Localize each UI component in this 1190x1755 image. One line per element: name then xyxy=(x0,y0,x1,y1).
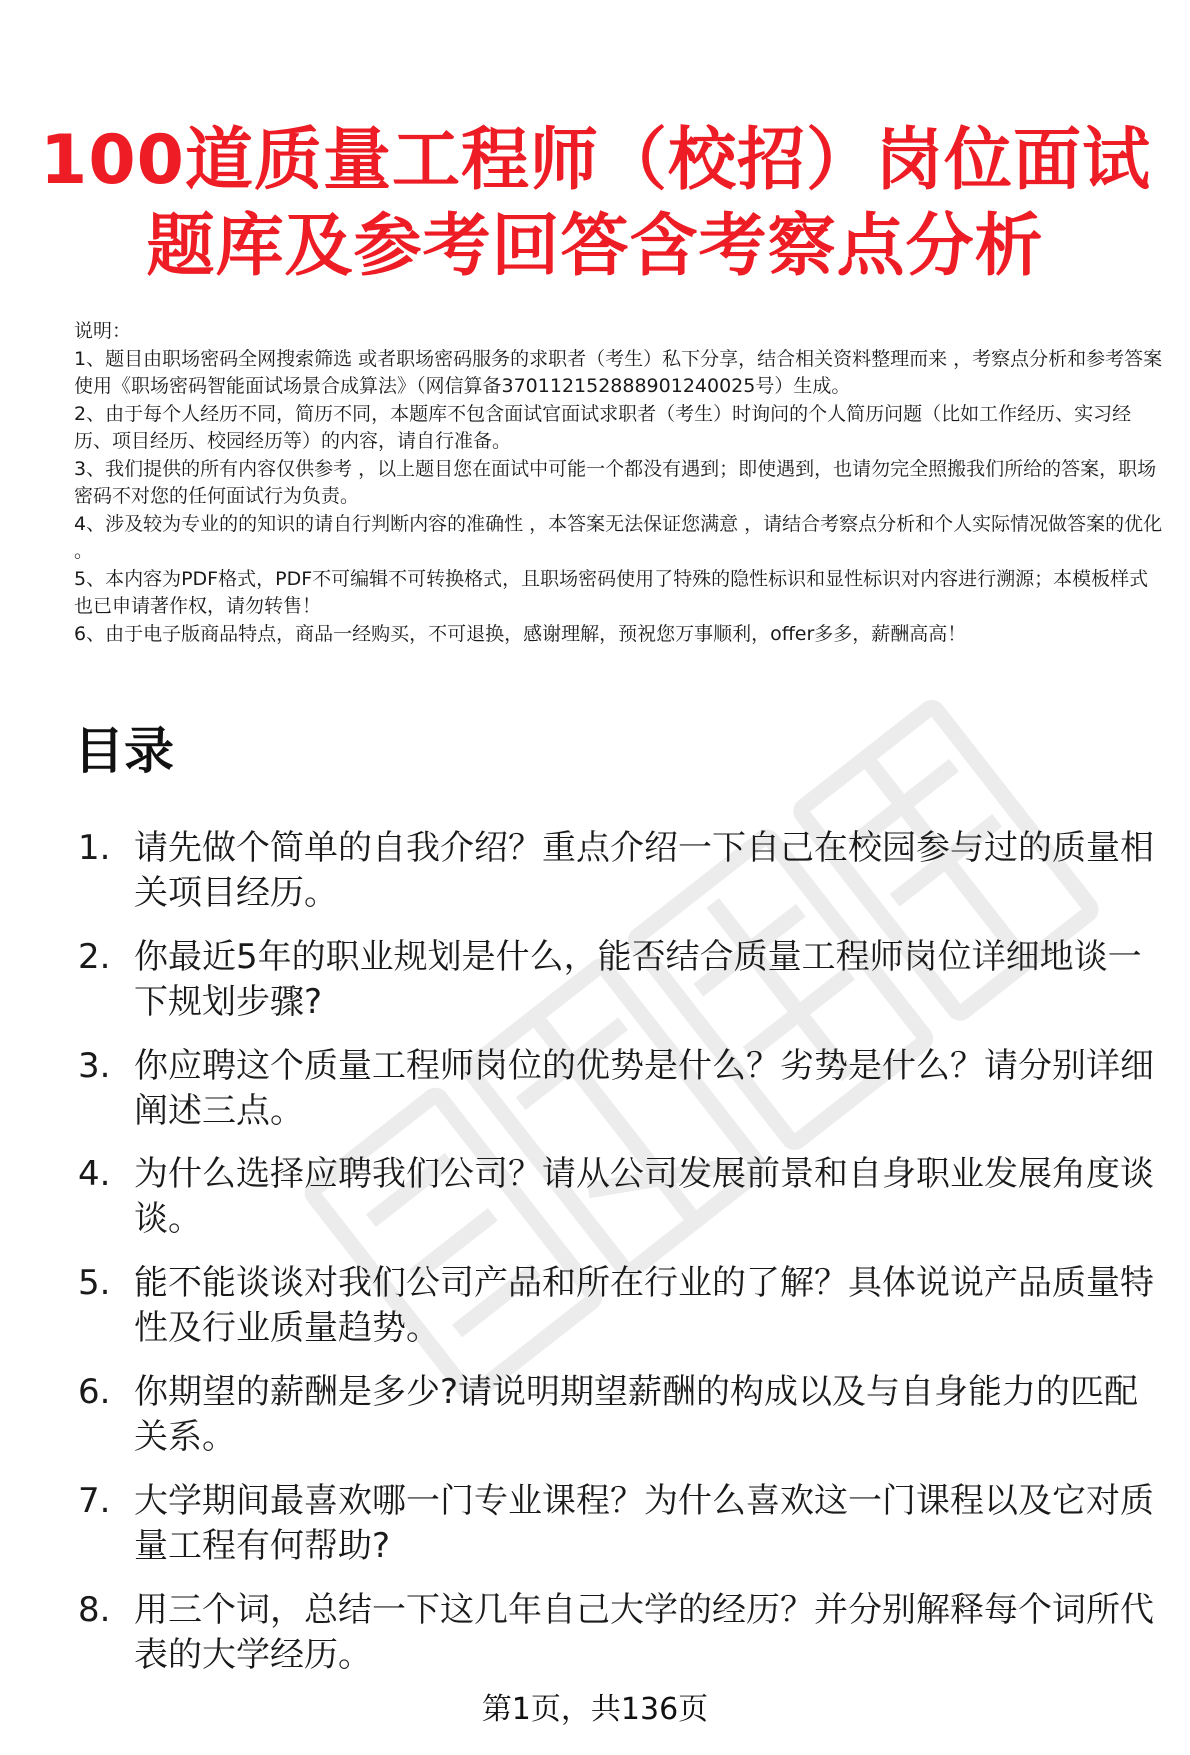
note-item: 4、涉及较为专业的的知识的请自行判断内容的准确性 ，本答案无法保证您满意 ，请结合考察点分析和个人实际情况做答案的优化 。 xyxy=(74,512,1163,562)
toc-item-number: 6. xyxy=(78,1371,111,1412)
note-item: 2、由于每个人经历不同，简历不同，本题库不包含面试官面试求职者（考生）时询问的个人简历问题（比如工作经历、实习经历、项目经历、校园经历等）的内容，请自行准备。 xyxy=(74,402,1132,452)
notes-section xyxy=(74,318,1166,648)
toc-item-text: 用三个词，总结一下这几年自己大学的经历？并分别解释每个词所代表的大学经历。 xyxy=(134,1589,1154,1675)
toc-item-number: 2. xyxy=(78,936,111,977)
note-item: 6、由于电子版商品特点，商品一经购买，不可退换，感谢理解，预祝您万事顺利，offer多多，薪酬高高！ xyxy=(74,622,967,645)
toc-item-number: 3. xyxy=(78,1045,111,1086)
note-item: 1、题目由职场密码全网搜索筛选 或者职场密码服务的求职者（考生）私下分享，结合相关资料整理而来 ，考察点分析和参考答案使用《职场密码智能面试场景合成算法》（网信算备370112152888901240025号）生成。 xyxy=(74,347,1163,397)
toc-item-number: 1. xyxy=(78,828,111,868)
toc-item[interactable] xyxy=(74,1479,1164,1569)
toc-item[interactable] xyxy=(74,935,1164,1025)
toc-item[interactable] xyxy=(74,1152,1164,1242)
toc-item-text: 能不能谈谈对我们公司产品和所在行业的了解？具体说说产品质量特性及行业质量趋势。 xyxy=(134,1263,1154,1349)
toc-heading: 目录 xyxy=(74,722,174,780)
title-line-1: 100道质量工程师（校招）岗位面试 xyxy=(40,121,1151,200)
toc-item-text: 大学期间最喜欢哪一门专业课程？为什么喜欢这一门课程以及它对质量工程有何帮助? xyxy=(134,1480,1154,1566)
toc-item[interactable] xyxy=(74,1588,1164,1678)
toc-item-text: 你最近5年的职业规划是什么，能否结合质量工程师岗位详细地谈一下规划步骤? xyxy=(134,936,1142,1022)
toc-item-number: 4. xyxy=(78,1154,111,1195)
toc-item-text: 请先做个简单的自我介绍？重点介绍一下自己在校园参与过的质量相关项目经历。 xyxy=(134,828,1154,913)
toc-item-text: 你应聘这个质量工程师岗位的优势是什么？劣势是什么？请分别详细阐述三点。 xyxy=(134,1045,1154,1131)
toc-item-number: 7. xyxy=(78,1480,111,1521)
toc-item-number: 5. xyxy=(78,1263,111,1304)
toc-list xyxy=(74,826,1164,1696)
page-number: 第1页，共136页 xyxy=(481,1692,709,1727)
toc-item[interactable] xyxy=(74,1044,1164,1134)
toc-item-text: 你期望的薪酬是多少?请说明期望薪酬的构成以及与自身能力的匹配关系。 xyxy=(134,1371,1139,1457)
note-item: 5、本内容为PDF格式，PDF不可编辑不可转换格式，且职场密码使用了特殊的隐性标识和显性标识对内容进行溯源；本模板样式也已申请著作权，请勿转售！ xyxy=(74,567,1149,617)
toc-item[interactable] xyxy=(74,1261,1164,1351)
toc-item-text: 为什么选择应聘我们公司？请从公司发展前景和自身职业发展角度谈谈。 xyxy=(134,1154,1154,1240)
note-item: 3、我们提供的所有内容仅供参考 ，以上题目您在面试中可能一个都没有遇到；即使遇到，也请勿完全照搬我们所给的答案，职场密码不对您的任何面试行为负责。 xyxy=(74,457,1157,507)
notes-heading: 说明： xyxy=(74,320,132,342)
toc-item-number: 8. xyxy=(78,1589,111,1630)
toc-item[interactable] xyxy=(74,826,1164,916)
title-line-2: 题库及参考回答含考察点分析 xyxy=(146,207,1044,286)
toc-item[interactable] xyxy=(74,1370,1164,1460)
document-title xyxy=(40,118,1150,290)
